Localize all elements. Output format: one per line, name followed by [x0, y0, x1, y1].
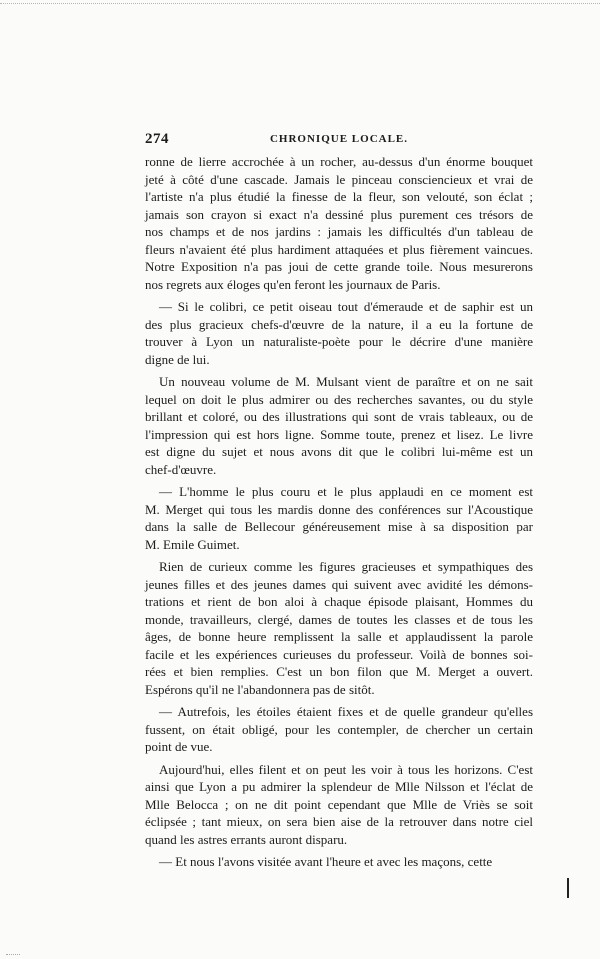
text-line: Mlle Belocca ; on ne dit point cependant que Mlle de Vriès se soit [145, 796, 533, 812]
text-line: trouver à Lyon un naturaliste-poète pour le décrire d'une manière [145, 334, 533, 349]
text-line: est digne du sujet et nous avons dit que le colibri lui-même est un [145, 444, 533, 459]
text-line: lequel on doit le plus admirer ou des recherches savantes, ou du style [145, 391, 533, 407]
page-header [145, 131, 533, 147]
text-line: fussent, on était obligé, pour les contempler, de chercher un certain [145, 721, 533, 737]
text-line: Notre Exposition n'a pas joui de cette grande toile. Nous mesurerons [145, 259, 533, 274]
text-line: quand les astres errants auront disparu. [145, 831, 348, 847]
text-line: Espérons qu'il ne l'abandonnera pas de sitôt. [145, 681, 375, 697]
text-line: Aujourd'hui, elles filent et on peut les voir à tous les horizons. C'est [159, 761, 533, 777]
text-line: éclipsée ; tant mieux, on sera bien aise de la retrouver dans notre ciel [145, 814, 533, 829]
text-line: Rien de curieux comme les figures gracieuses et sympathiques des [159, 559, 533, 574]
text-line: brillant et coloré, ou des illustrations qui sont de vrais tableaux, ou de [145, 409, 533, 424]
text-line: ainsi que Lyon a pu admirer la splendeur de Mlle Nilsson et l'éclat de [145, 779, 533, 794]
text-line: — Autrefois, les étoiles étaient fixes et de quelle grandeur qu'elles [159, 704, 533, 719]
text-line: l'impression qui est hors ligne. Somme toute, prenez et lisez. Le livre [145, 426, 533, 442]
paragraph [145, 761, 533, 849]
text-line: ronne de lierre accrochée à un rocher, au-dessus d'un énorme bouquet [145, 154, 533, 169]
paragraph [145, 558, 533, 698]
text-line: l'artiste n'a plus étudié la finesse de la fleur, son velouté, son éclat ; [145, 189, 533, 204]
text-line: dans la salle de Bellecour généreusement mise à sa disposition par [145, 519, 533, 534]
running-head: CHRONIQUE LOCALE. [269, 133, 409, 145]
text-line: chef-d'œuvre. [145, 461, 217, 477]
margin-mark [567, 878, 569, 898]
paragraph [145, 853, 533, 871]
paragraph [145, 483, 533, 553]
text-line: facile et les expériences curieuses du professeur. Voilà de bonnes soi- [145, 646, 533, 662]
text-line: fleurs n'avaient été plus hardiment attaquées et plus fièrement vaincues. [145, 241, 533, 257]
text-line: — Et nous l'avons visitée avant l'heure et avec les maçons, cette [159, 854, 493, 869]
text-line: rées et bien remplies. C'est un bon filon que M. Merget a ouvert. [145, 664, 533, 679]
scan-edge-line [0, 3, 600, 6]
text-line: — L'homme le plus couru et le plus applaudi en ce moment est [159, 484, 533, 499]
paragraph [145, 298, 533, 368]
text-line: jeté à côté d'une cascade. Jamais le pinceau consciencieux et vrai de [145, 171, 533, 187]
paragraph [145, 703, 533, 756]
text-line: trations et rient de bon aloi à chaque épisode plaisant, Hommes du [145, 594, 533, 609]
text-line: monde, travailleurs, clergé, dames de toutes les classes et de tous les [145, 611, 533, 627]
text-line: M. Emile Guimet. [145, 536, 240, 552]
text-line: nos regrets aux éloges qu'en feront les journaux de Paris. [145, 276, 441, 292]
paragraph [145, 373, 533, 478]
text-line: — Si le colibri, ce petit oiseau tout d'émeraude et de saphir est un [159, 299, 533, 314]
text-line: jeunes filles et des jeunes dames qui suivent avec avidité les démons- [145, 576, 533, 592]
text-line: jamais son crayon si exact n'a dessiné plus purement ces trésors de [145, 206, 533, 222]
text-line: point de vue. [145, 739, 213, 754]
text-line: Un nouveau volume de M. Mulsant vient de paraître et on ne sait [159, 374, 533, 389]
text-line: des plus gracieux chefs-d'œuvre de la nature, il a eu la fortune de [145, 316, 533, 332]
page-number: 274 [145, 131, 169, 147]
text-line: digne de lui. [145, 351, 210, 367]
text-line: âges, de bonne heure remplissent la salle et applaudissent la parole [145, 629, 533, 644]
text-line: M. Merget qui tous les mardis donne des conférences sur l'Acoustique [145, 501, 533, 517]
paragraph [145, 153, 533, 293]
text-line: nos champs et de nos jardins : jamais les difficultés d'un tableau de [145, 224, 533, 239]
corner-mark [6, 954, 20, 956]
body-text [145, 153, 533, 871]
